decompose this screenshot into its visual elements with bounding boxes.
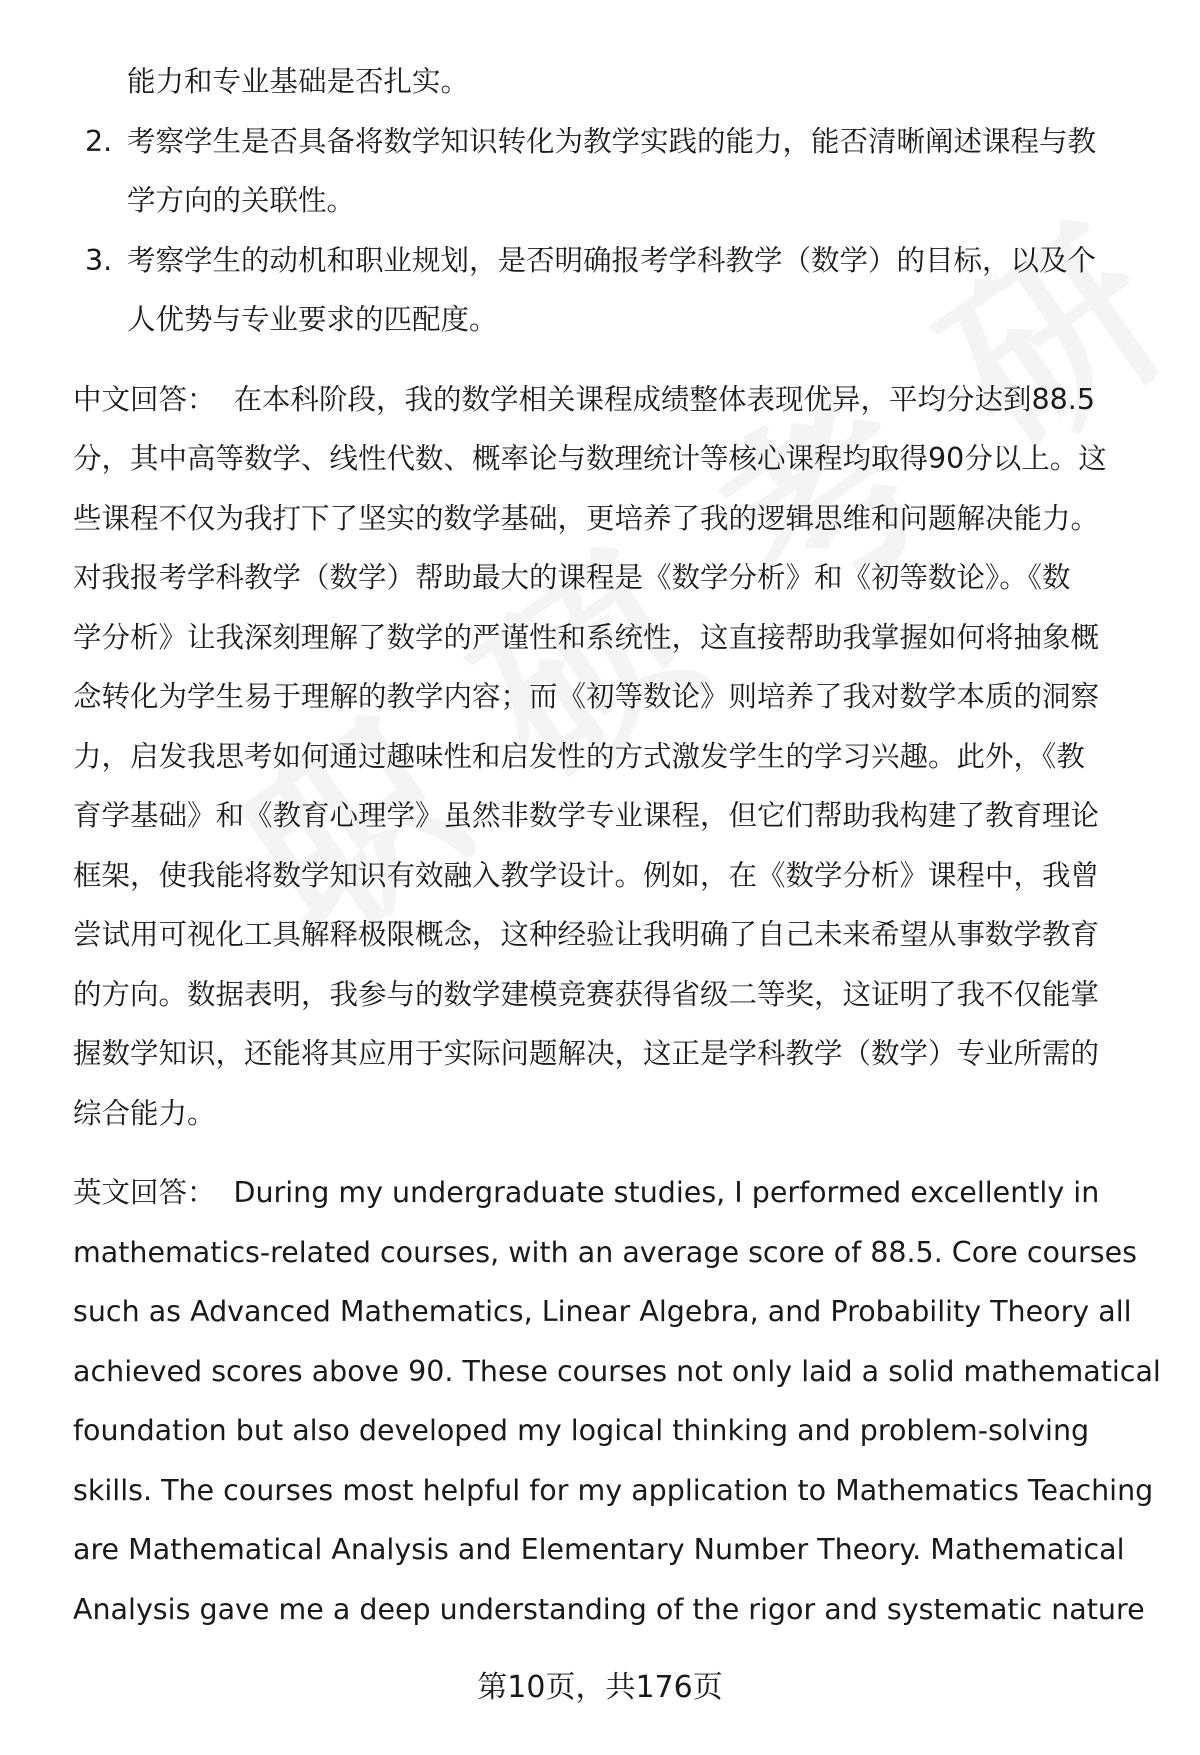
chinese-answer-line: 握数学知识，还能将其应用于实际问题解决，这正是学科教学（数学）专业所需的 xyxy=(73,1037,1100,1070)
english-answer-line: mathematics-related courses, with an average score of 88.5. Core courses xyxy=(73,1235,1137,1269)
chinese-answer xyxy=(73,370,1153,1144)
english-answer-line: foundation but also developed my logical thinking and problem-solving xyxy=(73,1414,1090,1447)
english-answer-line xyxy=(73,1163,1153,1223)
spacer xyxy=(73,1143,1153,1163)
chinese-answer-line: 综合能力。 xyxy=(73,1096,216,1130)
chinese-answer-line: 尝试用可视化工具解释极限概念，这种经验让我明确了自己未来希望从事数学教育 xyxy=(73,918,1100,951)
criterion-text: 考察学生是否具备将数学知识转化为教学实践的能力，能否清晰阐述课程与教 xyxy=(127,124,1097,158)
page-content xyxy=(73,52,1161,1639)
chinese-answer-line: 些课程不仅为我打下了坚实的数学基础，更培养了我的逻辑思维和问题解决能力。 xyxy=(73,501,1100,535)
spacer xyxy=(73,350,1153,370)
criterion-number: 2. xyxy=(85,124,113,158)
chinese-answer-line: 对我报考学科教学（数学）帮助最大的课程是《数学分析》和《初等数论》。《数 xyxy=(73,561,1071,594)
english-answer-line: such as Advanced Mathematics, Linear Algebra, and Probability Theory all xyxy=(73,1295,1132,1328)
chinese-answer-text: 在本科阶段，我的数学相关课程成绩整体表现优异，平均分达到88.5 xyxy=(233,382,1095,416)
chinese-answer-line: 的方向。数据表明，我参与的数学建模竞赛获得省级二等奖，这证明了我不仅能掌 xyxy=(73,977,1100,1011)
criterion-number: 3. xyxy=(85,243,113,277)
chinese-answer-line: 念转化为学生易于理解的教学内容；而《初等数论》则培养了我对数学本质的洞察 xyxy=(73,680,1100,713)
english-answer-line: skills. The courses most helpful for my application to Mathematics Teaching xyxy=(73,1473,1154,1507)
chinese-answer-line: 学分析》让我深刻理解了数学的严谨性和系统性，这直接帮助我掌握如何将抽象概 xyxy=(73,620,1100,654)
english-answer xyxy=(73,1163,1161,1639)
english-answer-text: During my undergraduate studies, I performed excellently in xyxy=(233,1176,1100,1209)
criterion-1-continuation: 能力和专业基础是否扎实。 xyxy=(127,65,470,98)
criterion-3-line-1 xyxy=(73,231,1153,291)
criterion-3-line-2: 人优势与专业要求的匹配度。 xyxy=(127,303,498,336)
criterion-2-line-2: 学方向的关联性。 xyxy=(127,184,356,217)
chinese-answer-label: 中文回答： xyxy=(73,382,216,416)
chinese-answer-line: 力，启发我思考如何通过趣味性和启发性的方式激发学生的学习兴趣。此外，《教 xyxy=(73,739,1085,773)
chinese-answer-line: 育学基础》和《教育心理学》虽然非数学专业课程，但它们帮助我构建了教育理论 xyxy=(73,799,1100,832)
english-answer-line: Analysis gave me a deep understanding of the rigor and systematic nature xyxy=(73,1592,1145,1626)
english-answer-label: 英文回答： xyxy=(73,1176,216,1209)
chinese-answer-line: 分，其中高等数学、线性代数、概率论与数理统计等核心课程均取得90分以上。这 xyxy=(73,442,1107,475)
english-answer-line: are Mathematical Analysis and Elementary Number Theory. Mathematical xyxy=(73,1533,1125,1566)
criterion-text: 考察学生的动机和职业规划，是否明确报考学科教学（数学）的目标，以及个 xyxy=(127,243,1097,277)
chinese-answer-line: 框架，使我能将数学知识有效融入教学设计。例如，在《数学分析》课程中，我曾 xyxy=(73,858,1100,892)
chinese-answer-line xyxy=(73,370,1153,430)
page-number: 第10页，共176页 xyxy=(477,1670,723,1705)
criterion-2-line-1 xyxy=(73,112,1153,172)
english-answer-line: achieved scores above 90. These courses not only laid a solid mathematical xyxy=(73,1354,1161,1388)
